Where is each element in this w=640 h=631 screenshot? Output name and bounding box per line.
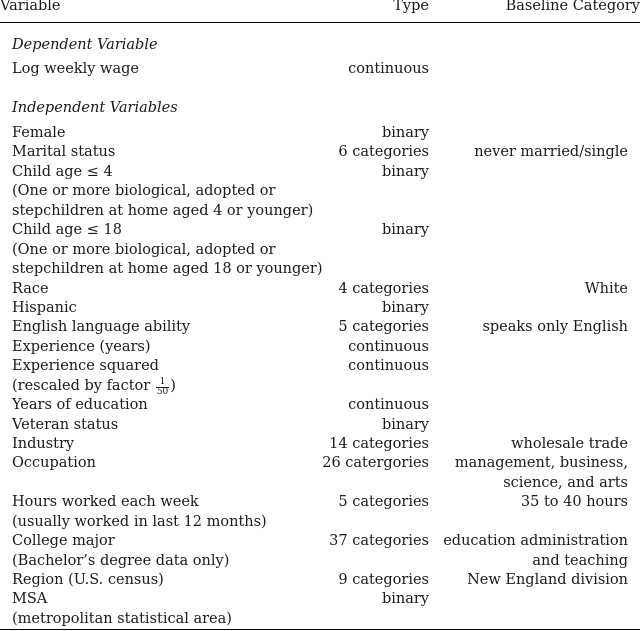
variable-note: (metropolitan statistical area) <box>12 611 232 627</box>
table-row <box>0 124 640 144</box>
variable-name: Race <box>12 281 49 297</box>
variable-note: (Bachelor’s degree data only) <box>12 553 230 569</box>
note-prefix: (rescaled by factor <box>12 378 155 394</box>
table-row <box>0 318 640 338</box>
variable-name: Female <box>12 125 66 141</box>
table-row <box>0 221 640 241</box>
variable-note <box>12 377 322 397</box>
variable-name: MSA <box>12 591 48 607</box>
variable-type: binary <box>381 164 429 180</box>
variable-type: binary <box>381 417 429 433</box>
table-row-note <box>0 202 640 222</box>
table-row <box>0 143 640 163</box>
variable-note: (usually worked in last 12 months) <box>12 514 267 530</box>
variable-type: continuous <box>348 61 429 77</box>
variable-name: Region (U.S. census) <box>12 572 164 588</box>
table-row-note <box>0 182 640 202</box>
table-row-note <box>0 610 640 630</box>
variable-type: 4 categories <box>338 281 429 297</box>
table-row <box>0 396 640 416</box>
baseline-category: speaks only English <box>482 319 628 335</box>
variable-type: 37 categories <box>329 533 429 549</box>
variable-name: Hours worked each week <box>12 494 199 510</box>
header-rule <box>0 22 640 23</box>
variable-type: 5 categories <box>338 494 429 510</box>
variable-type: binary <box>381 300 429 316</box>
baseline-category: 35 to 40 hours <box>520 494 628 510</box>
variable-type: 26 catergories <box>322 455 429 471</box>
table-row <box>0 60 640 80</box>
table-row-note <box>0 513 640 533</box>
fraction-numerator: 1 <box>156 378 169 388</box>
table-row-note <box>0 474 640 494</box>
table-row <box>0 338 640 358</box>
variable-name: Hispanic <box>12 300 77 316</box>
section-title: Independent Variables <box>12 100 178 116</box>
variable-note: (One or more biological, adopted or <box>12 242 276 258</box>
table-row <box>0 493 640 513</box>
variable-type: 14 categories <box>329 436 429 452</box>
variable-name: Child age ≤ 18 <box>12 222 122 238</box>
variable-type: binary <box>381 125 429 141</box>
variable-name: Years of education <box>12 397 148 413</box>
variable-note: stepchildren at home aged 18 or younger) <box>12 261 323 277</box>
table-row <box>0 435 640 455</box>
table-row <box>0 454 640 474</box>
variable-name: Industry <box>12 436 75 452</box>
variable-name: Occupation <box>12 455 96 471</box>
table-row <box>0 590 640 610</box>
table-row-note <box>0 260 640 280</box>
table-row <box>0 357 640 377</box>
table-row-note <box>0 377 640 397</box>
baseline-category: science, and arts <box>503 475 628 491</box>
variable-name: Child age ≤ 4 <box>12 164 113 180</box>
baseline-category: management, business, <box>454 455 628 471</box>
section-independent <box>0 99 640 119</box>
table-row-note <box>0 552 640 572</box>
variable-type: binary <box>381 222 429 238</box>
variable-name: Veteran status <box>12 417 119 433</box>
table-header-row <box>0 0 640 17</box>
variable-name: Experience squared <box>12 358 159 374</box>
fraction-denominator: 50 <box>156 387 169 397</box>
header-baseline: Baseline Category <box>505 0 640 14</box>
table-row <box>0 299 640 319</box>
variable-type: 6 categories <box>338 144 429 160</box>
baseline-category: wholesale trade <box>511 436 628 452</box>
variable-note: (One or more biological, adopted or <box>12 183 276 199</box>
variable-type: 9 categories <box>338 572 429 588</box>
table-row <box>0 571 640 591</box>
variable-name: Log weekly wage <box>12 61 139 77</box>
section-title: Dependent Variable <box>12 37 158 53</box>
baseline-category: and teaching <box>532 553 628 569</box>
note-suffix: ) <box>170 378 176 394</box>
table-row <box>0 416 640 436</box>
variable-name: Experience (years) <box>12 339 151 355</box>
variable-name: Marital status <box>12 144 116 160</box>
variable-name: College major <box>12 533 115 549</box>
table-row <box>0 532 640 552</box>
baseline-category: New England division <box>467 572 628 588</box>
table-row <box>0 163 640 183</box>
table-row <box>0 280 640 300</box>
variable-note: stepchildren at home aged 4 or younger) <box>12 203 314 219</box>
section-dependent <box>0 36 640 56</box>
header-type: Type <box>393 0 429 14</box>
variable-type: continuous <box>348 339 429 355</box>
variable-name: English language ability <box>12 319 191 335</box>
variable-type: continuous <box>348 358 429 374</box>
bottom-rule <box>0 629 640 630</box>
baseline-category: never married/single <box>474 144 628 160</box>
fraction <box>156 378 169 397</box>
variable-type: binary <box>381 591 429 607</box>
variable-type: 5 categories <box>338 319 429 335</box>
table-row-note <box>0 241 640 261</box>
baseline-category: White <box>584 281 628 297</box>
variable-type: continuous <box>348 397 429 413</box>
header-variable: Variable <box>0 0 61 14</box>
baseline-category: education administration <box>443 533 628 549</box>
